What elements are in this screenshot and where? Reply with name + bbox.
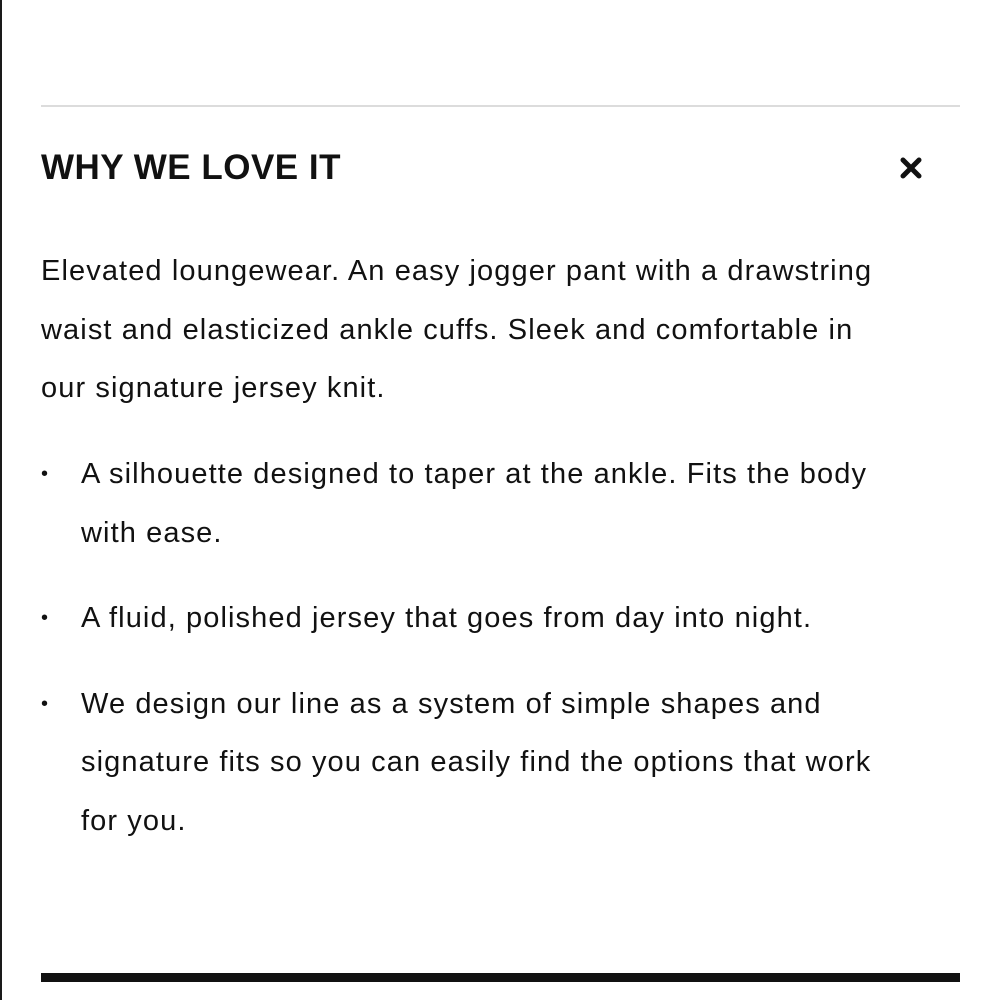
bottom-divider: [41, 973, 960, 982]
section-title: WHY WE LOVE IT: [41, 148, 341, 187]
feature-list: [41, 445, 941, 877]
bullet-icon: •: [41, 607, 50, 629]
bullet-icon: •: [41, 463, 50, 485]
list-item: [41, 445, 881, 562]
left-edge-border: [0, 0, 2, 1000]
bullet-icon: •: [41, 692, 50, 715]
top-divider: [41, 105, 960, 107]
collapse-section-button[interactable]: [893, 150, 929, 186]
product-description: Elevated loungewear. An easy jogger pant with a drawstring waist and elasticized ankle cuffs. Sleek and comfortable in our signature jersey knit.: [41, 255, 873, 404]
list-item: [41, 589, 881, 648]
list-item: [41, 675, 881, 851]
close-icon: [900, 157, 922, 179]
feature-text: We design our line as a system of simple shapes and signature fits so you can easily find the options that work for you.: [81, 687, 872, 837]
feature-text: A fluid, polished jersey that goes from day into night.: [81, 602, 813, 634]
feature-text: A silhouette designed to taper at the ankle. Fits the body with ease.: [81, 458, 868, 549]
